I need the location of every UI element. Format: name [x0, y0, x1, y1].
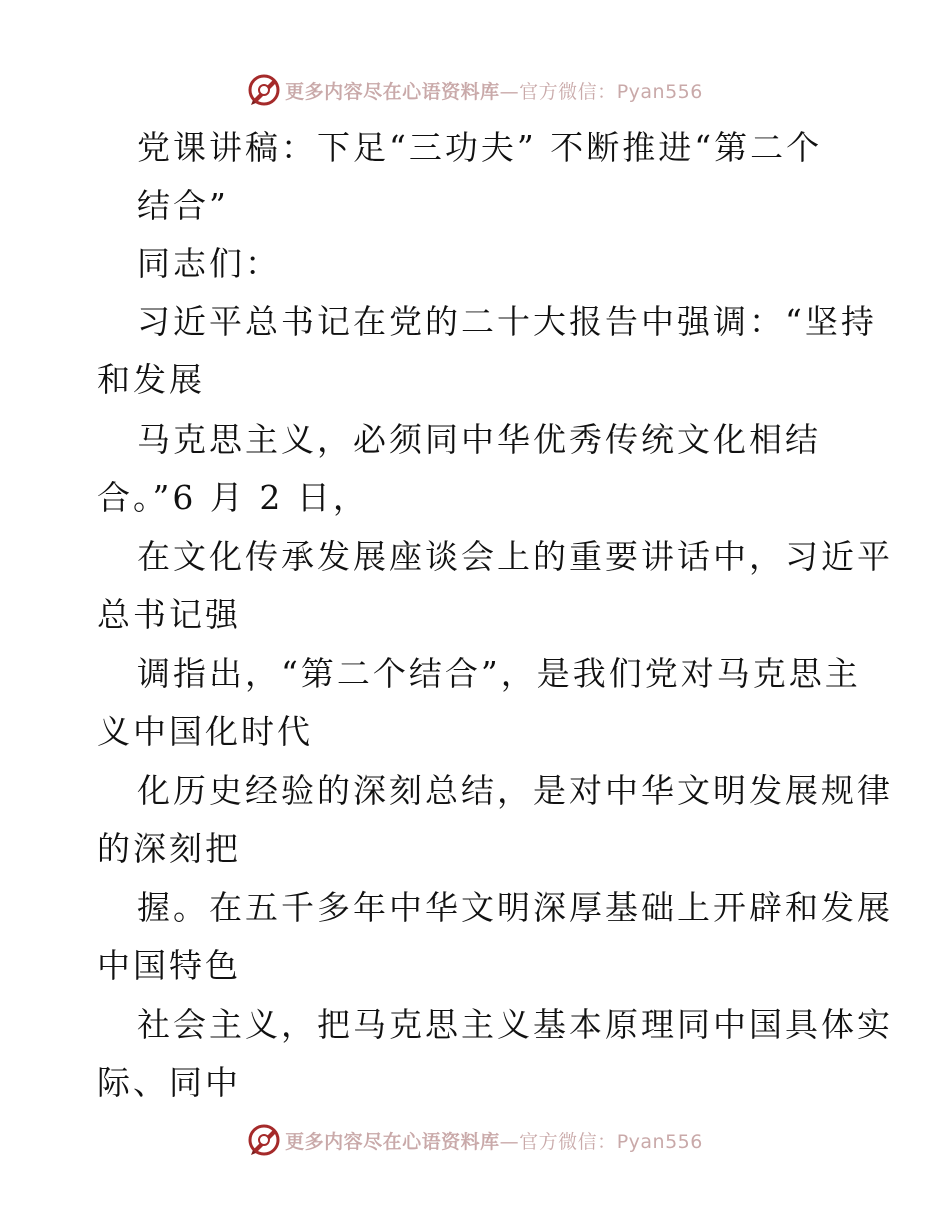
paragraph-line: 化历史经验的深刻总结，是对中华文明发展规律	[137, 771, 893, 810]
watermark-dash: —	[499, 1130, 520, 1153]
header-watermark	[0, 70, 950, 110]
watermark-dash: —	[499, 80, 520, 103]
watermark-site-text: 更多内容尽在心语资料库	[285, 80, 500, 103]
paragraph-line: 习近平总书记在党的二十大报告中强调：“坚持	[137, 302, 877, 341]
salutation: 同志们：	[137, 244, 281, 283]
paragraph-line: 际、同中	[97, 1063, 241, 1102]
paragraph-line: 和发展	[97, 360, 205, 399]
paragraph-line: 社会主义，把马克思主义基本原理同中国具体实	[137, 1005, 893, 1044]
footer-watermark	[0, 1120, 950, 1160]
watermark-wechat-label: 官方微信：	[519, 80, 617, 103]
document-title-line-1: 党课讲稿：下足“三功夫” 不断推进“第二个	[137, 128, 823, 167]
paragraph-line: 在文化传承发展座谈会上的重要讲话中，习近平	[137, 537, 893, 576]
paragraph-line: 中国特色	[97, 946, 241, 985]
document-title-line-2: 结合”	[137, 186, 229, 225]
watermark-wechat-id: Pyan556	[616, 80, 703, 103]
paragraph-line: 马克思主义，必须同中华优秀传统文化相结	[137, 420, 821, 459]
pen-logo-icon	[247, 73, 281, 107]
watermark-wechat-label: 官方微信：	[519, 1130, 617, 1153]
paragraph-line: 的深刻把	[97, 829, 241, 868]
paragraph-line: 义中国化时代	[97, 712, 313, 751]
watermark-site-text: 更多内容尽在心语资料库	[285, 1130, 500, 1153]
paragraph-line: 握。在五千多年中华文明深厚基础上开辟和发展	[137, 888, 893, 927]
pen-logo-icon	[247, 1123, 281, 1157]
paragraph-line: 调指出，“第二个结合”，是我们党对马克思主	[137, 654, 861, 693]
watermark-wechat-id: Pyan556	[616, 1130, 703, 1153]
paragraph-line: 合。”6 月 2 日，	[97, 478, 369, 517]
paragraph-line: 总书记强	[97, 595, 241, 634]
